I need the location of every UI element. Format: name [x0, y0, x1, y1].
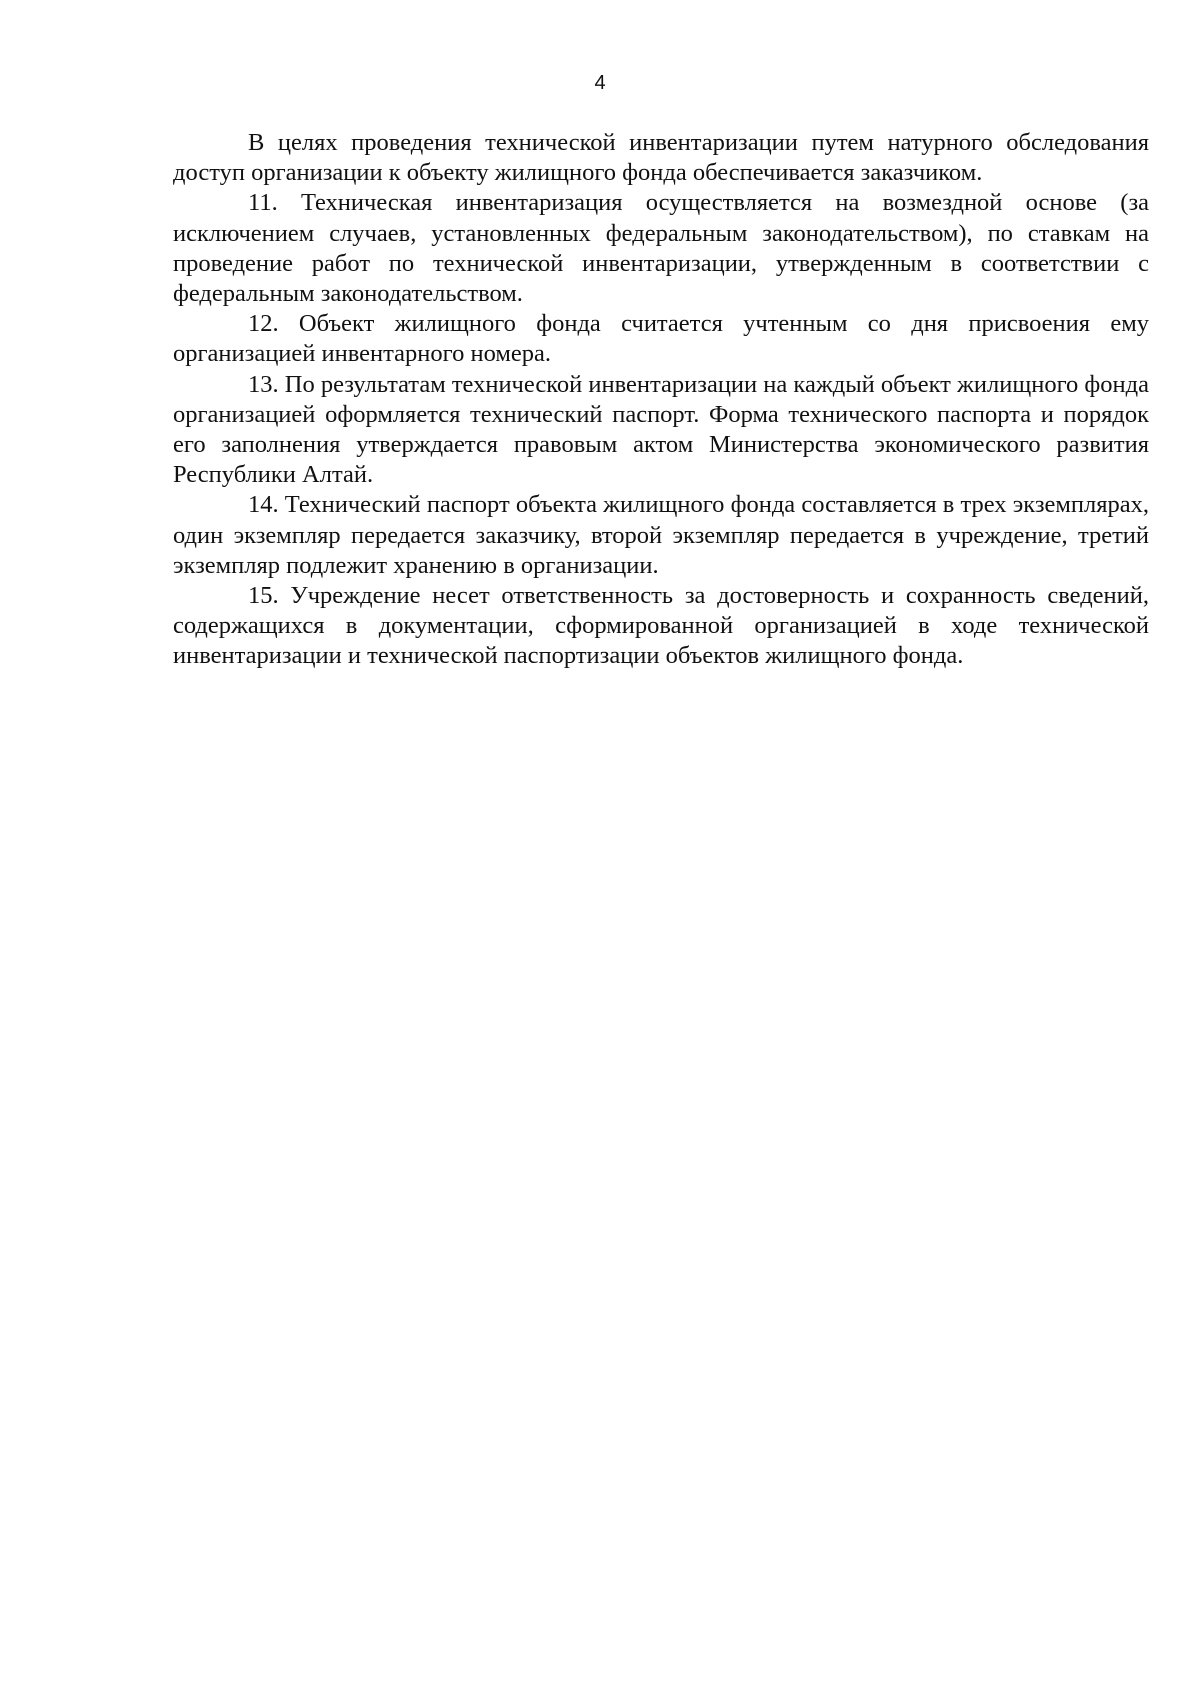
paragraph-11: 11. Техническая инвентаризация осуществляется на возмездной основе (за исключением случаев, установленных федеральным законодательством), по ставкам на проведение работ по технической инвентаризации, утвержденным в соответствии с федеральным законодательством.: [173, 189, 1149, 308]
document-body: [173, 128, 1149, 672]
page-number: 4: [594, 72, 606, 94]
paragraph-12: 12. Объект жилищного фонда считается учтенным со дня присвоения ему организацией инвентарного номера.: [173, 310, 1149, 368]
paragraph-15: 15. Учреждение несет ответственность за достоверность и сохранность сведений, содержащихся в документации, сформированной организацией в ходе технической инвентаризации и технической паспортизации объектов жилищного фонда.: [173, 582, 1149, 670]
paragraph-14: 14. Технический паспорт объекта жилищного фонда составляется в трех экземплярах, один экземпляр передается заказчику, второй экземпляр передается в учреждение, третий экземпляр подлежит хранению в организации.: [173, 491, 1149, 579]
paragraph-13: 13. По результатам технической инвентаризации на каждый объект жилищного фонда организацией оформляется технический паспорт. Форма технического паспорта и порядок его заполнения утверждается правовым актом Министерства экономического развития Республики Алтай.: [173, 370, 1149, 489]
paragraph-inventory-access: В целях проведения технической инвентаризации путем натурного обследования доступ организации к объекту жилищного фонда обеспечивается заказчиком.: [173, 129, 1149, 187]
